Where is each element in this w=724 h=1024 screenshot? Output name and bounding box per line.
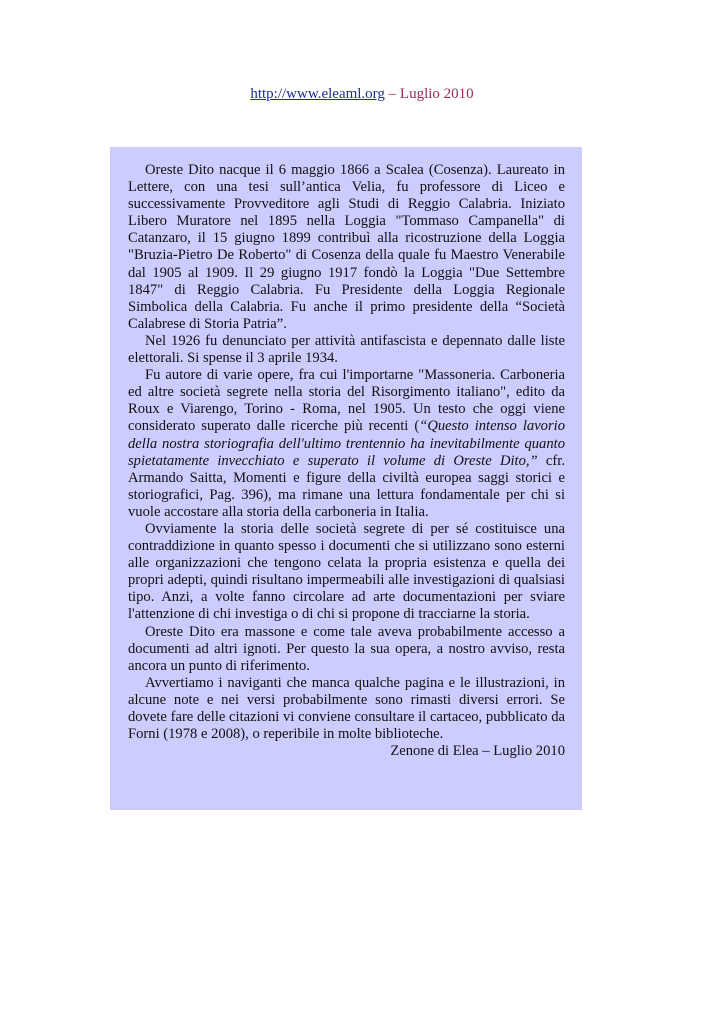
works-text-before: Fu autore di varie opere, fra cui l'importarne "Massoneria. Carboneria ed altre società segrete nella storia del Risorgimento italiano", edito da Roux e Viarengo, Torino - Roma, nel 1905. Un testo che oggi viene considerato superato dalle ricerche più recenti (: [128, 367, 565, 435]
paragraph-reference: Oreste Dito era massone e come tale aveva probabilmente accesso a documenti ad altri ignoti. Per questo la sua opera, a nostro avviso, resta ancora un punto di riferimento.: [128, 623, 565, 674]
website-link[interactable]: http://www.eleaml.org: [250, 86, 385, 102]
works-text-after: cfr. Armando Saitta, Momenti e figure della civiltà europea saggi storici e storiografici, Pag. 396), ma rimane una lettura fondamentale per chi si vuole accostare alla storia della carboneria in Italia.: [128, 452, 565, 520]
signature: Zenone di Elea – Luglio 2010: [390, 743, 565, 760]
paragraph-biography: Oreste Dito nacque il 6 maggio 1866 a Scalea (Cosenza). Laureato in Lettere, con una tesi sull’antica Velia, fu professore di Liceo e successivamente Provveditore agli Studi di Reggio Calabria. Iniziato Libero Muratore nel 1895 nella Loggia "Tommaso Campanella" di Catanzaro, il 15 giugno 1899 contribuì alla ricostruzione della Loggia "Bruzia-Pietro De Roberto" di Cosenza della quale fu Maestro Venerabile dal 1905 al 1909. Il 29 giugno 1917 fondò la Loggia "Due Settembre 1847" di Reggio Calabria. Fu Presidente della Loggia Regionale Simbolica della Calabria. Fu anche il primo presidente della “Società Calabrese di Storia Patria”.: [128, 162, 565, 332]
intro-text-box: [110, 147, 582, 810]
paragraph-works: [128, 367, 565, 521]
works-quote: “Questo intenso lavorio della nostra storiografia dell'ultimo trentennio ha inevitabilmente quanto spietatamente invecchiato e superato il volume di Oreste Dito,”: [128, 418, 565, 469]
paragraph-death: Nel 1926 fu denunciato per attività antifascista e depennato dalle liste elettorali. Si spense il 3 aprile 1934.: [128, 332, 565, 367]
paragraph-secret-societies: Ovviamente la storia delle società segrete di per sé costituisce una contraddizione in quanto spesso i documenti che si utilizzano sono esterni alle organizzazioni che tengono celata la propria esistenza e quella dei propri adepti, quindi risultano impermeabili alle investigazioni di qualsiasi tipo. Anzi, a volte fanno circolare ad arte documentazioni per sviare l'attenzione di chi investiga o di chi si propone di tracciarne la storia.: [128, 520, 565, 623]
page-header: [0, 86, 724, 103]
header-date: – Luglio 2010: [384, 86, 474, 102]
paragraph-notice: Avvertiamo i naviganti che manca qualche pagina e le illustrazioni, in alcune note e nei versi probabilmente sono rimasti diversi errori. Se dovete fare delle citazioni vi conviene consultare il cartaceo, pubblicato da Forni (1978 e 2008), o reperibile in molte biblioteche.: [128, 674, 565, 743]
